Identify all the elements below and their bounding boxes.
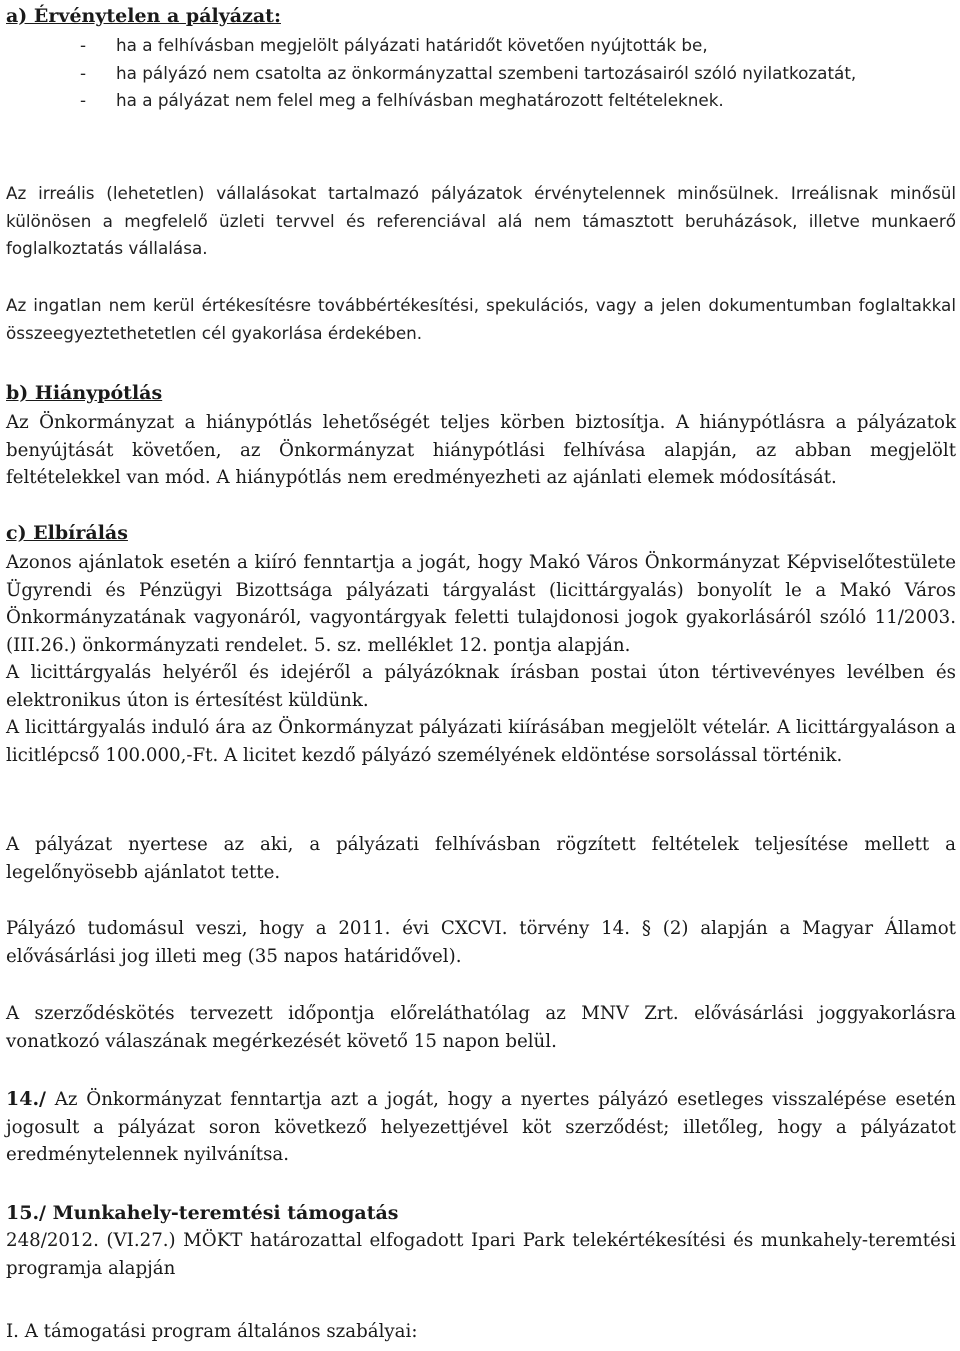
section-b-text: Az Önkormányzat a hiánypótlás lehetőségét teljes körben biztosítja. A hiánypótlásra a pályázatok benyújtását követően, az Önkormányzat hiánypótlási felhívása alapján, az abban megjelölt feltételekkel van mód. A hiánypótlás nem eredményezheti az ajánlati elemek módosítását. — [6, 412, 956, 488]
section-15 — [6, 1200, 956, 1282]
section-15-text: 248/2012. (VI.27.) MÖKT határozattal elfogadott Ipari Park telekértékesítési és munkahely-teremtési programja alapján — [6, 1230, 956, 1279]
preemption-paragraph: Pályázó tudomásul veszi, hogy a 2011. évi CXCVI. törvény 14. § (2) alapján a Magyar Államot elővásárlási jog illeti meg (35 napos határidővel). — [6, 918, 956, 967]
section-c-text-3: A licittárgyalás induló ára az Önkormányzat pályázati kiírásában megjelölt vételár. A licittárgyaláson a licitlépcső 100.000,-Ft. A licitet kezdő pályázó személyének eldöntése sorsolással történik. — [6, 717, 956, 766]
section-14-text: Az Önkormányzat fenntartja azt a jogát, hogy a nyertes pályázó esetleges visszalépése esetén jogosult a pályázat soron következő helyezettjével köt szerződést; illetőleg, hogy a pályázatot eredménytelennek nyilvánítsa. — [6, 1089, 956, 1165]
section-a-heading: a) Érvénytelen a pályázat: — [6, 5, 281, 27]
list-item: - ha pályázó nem csatolta az önkormányzattal szembeni tartozásairól szóló nyilatkozatát, — [80, 62, 857, 83]
section-b-heading: b) Hiánypótlás — [6, 382, 163, 404]
section-15-heading: 15./ Munkahely-teremtési támogatás — [6, 1202, 399, 1224]
section-c-heading: c) Elbírálás — [6, 522, 128, 544]
ingatlan-paragraph: Az ingatlan nem kerül értékesítésre továbbértékesítési, spekulációs, vagy a jelen dokumentumban foglaltakkal összeegyeztethetetlen cél gyakorlása érdekében. — [6, 295, 956, 343]
irrealis-sentence-1: Az irreális (lehetetlen) vállalásokat tartalmazó pályázatok érvénytelennek minősülnek. — [6, 183, 780, 203]
irrealis-sentence-2: Irreálisnak minősül különösen a megfelelő üzleti tervvel és referenciával alá nem támasztott beruházások, illetve munkaerő foglalkoztatás vállalása. — [6, 183, 957, 258]
section-14-number: 14./ — [6, 1088, 46, 1110]
invalid-conditions-list — [6, 32, 956, 115]
section-a — [6, 3, 956, 115]
section-c-text-1: Azonos ajánlatok esetén a kiíró fenntartja a jogát, hogy Makó Város Önkormányzat Képviselőtestülete Ügyrendi és Pénzügyi Bizottsága pályázati tárgyalást (licittárgyalás) bonyolít le a Makó Város Önkormányzatának vagyonáról, vagyontárgyak feletti tulajdonosi jogok gyakorlásáról szóló 11/2003. (III.26.) önkormányzati rendelet. 5. sz. melléklet 12. pontja alapján. — [6, 552, 956, 656]
irrealis-paragraph — [6, 180, 956, 263]
section-I-heading: I. A támogatási program általános szabályai: — [6, 1321, 418, 1342]
section-c — [6, 520, 956, 769]
list-item: - ha a pályázat nem felel meg a felhívásban meghatározott feltételeknek. — [80, 90, 724, 110]
list-item: - ha a felhívásban megjelölt pályázati határidőt követően nyújtották be, — [80, 35, 708, 55]
section-14 — [6, 1086, 956, 1169]
contract-paragraph: A szerződéskötés tervezett időpontja előreláthatólag az MNV Zrt. elővásárlási joggyakorlásra vonatkozó válaszának megérkezését követő 15 napon belül. — [6, 1003, 956, 1052]
section-c-text-2: A licittárgyalás helyéről és idejéről a pályázóknak írásban postai úton tértivevényes levélben és elektronikus úton is értesítést küldünk. — [6, 662, 956, 711]
section-b — [6, 380, 956, 492]
winner-paragraph: A pályázat nyertese az aki, a pályázati felhívásban rögzített feltételek teljesítése mellett a legelőnyösebb ajánlatot tette. — [6, 834, 956, 883]
